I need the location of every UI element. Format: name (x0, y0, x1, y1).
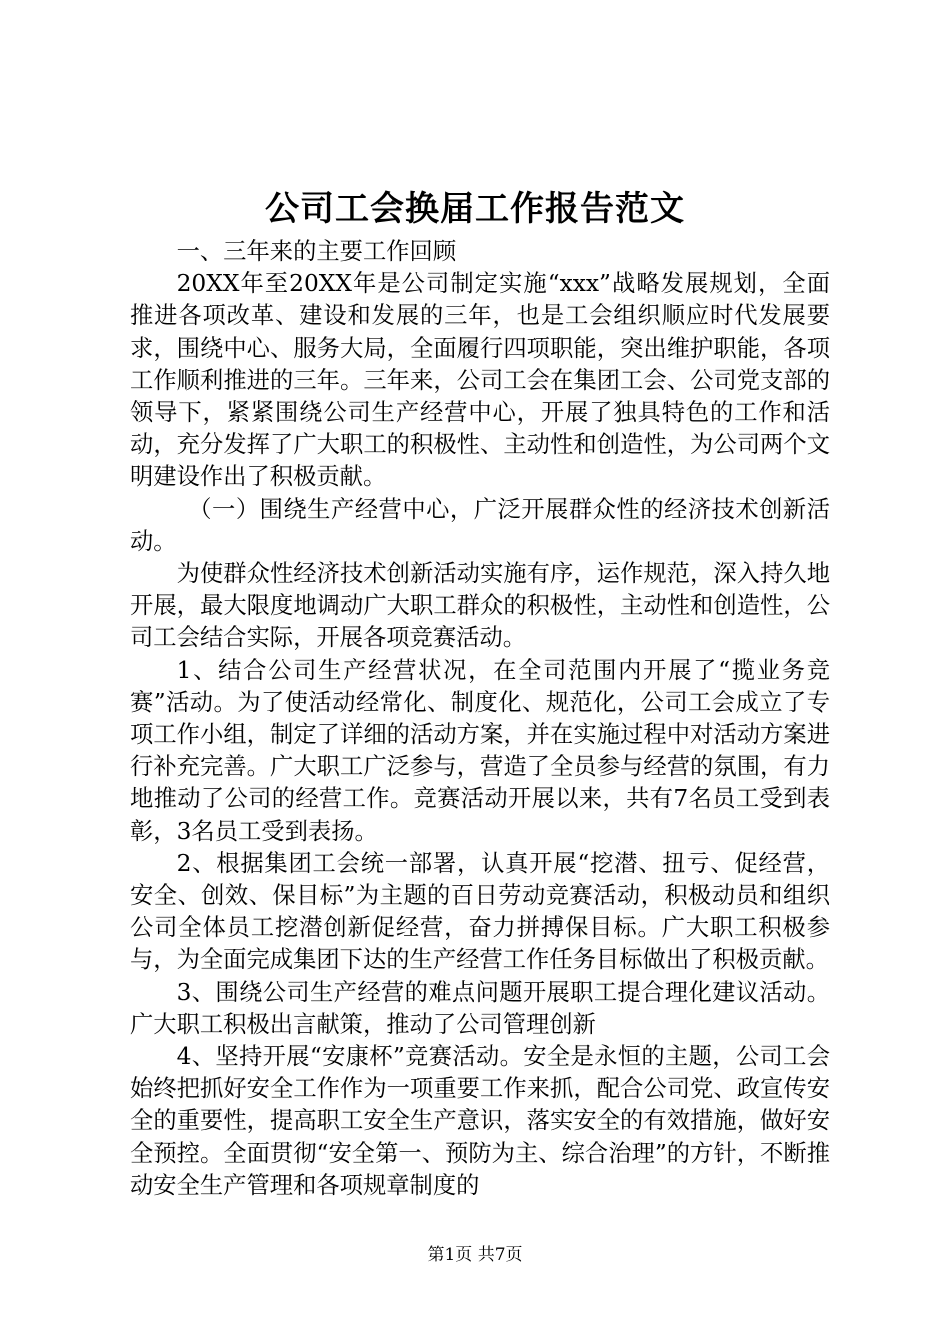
paragraph: 为使群众性经济技术创新活动实施有序，运作规范，深入持久地开展，最大限度地调动广大职工群众的积极性，主动性和创造性，公司工会结合实际，开展各项竞赛活动。 (130, 560, 830, 652)
paragraph: 2、根据集团工会统一部署，认真开展“挖潜、扭亏、促经营，安全、创效、保目标”为主题的百日劳动竞赛活动，积极动员和组织公司全体员工挖潜创新促经营，奋力拼搏保目标。广大职工积极参与，为全面完成集团下达的生产经营工作任务目标做出了积极贡献。 (130, 849, 830, 974)
paragraph: 20XX年至20XX年是公司制定实施“xxx”战略发展规划，全面推进各项改革、建设和发展的三年，也是工会组织顺应时代发展要求，围绕中心、服务大局，全面履行四项职能，突出维护职能，各项工作顺利推进的三年。三年来，公司工会在集团工会、公司党支部的领导下，紧紧围绕公司生产经营中心，开展了独具特色的工作和活动，充分发挥了广大职工的积极性、主动性和创造性，为公司两个文明建设作出了积极贡献。 (130, 270, 830, 491)
page-number-footer: 第1页 共7页 (427, 1245, 523, 1265)
paragraph: 3、围绕公司生产经营的难点问题开展职工提合理化建议活动。广大职工积极出言献策，推动了公司管理创新 (130, 978, 830, 1038)
section-heading: 一、三年来的主要工作回顾 (176, 238, 457, 265)
document-body (130, 236, 830, 1202)
paragraph: 1、结合公司生产经营状况，在全司范围内开展了“揽业务竞赛”活动。为了使活动经常化、制度化、规范化，公司工会成立了专项工作小组，制定了详细的活动方案，并在实施过程中对活动方案进行补充完善。广大职工广泛参与，营造了全员参与经营的氛围，有力地推动了公司的经营工作。竞赛活动开展以来，共有7名员工受到表彰，3名员工受到表扬。 (130, 656, 830, 845)
subsection-heading: （一）围绕生产经营中心，广泛开展群众性的经济技术创新活动。 (130, 495, 830, 555)
document-title: 公司工会换届工作报告范文 (265, 189, 685, 229)
paragraph: 4、坚持开展“安康杯”竞赛活动。安全是永恒的主题，公司工会始终把抓好安全工作作为一项重要工作来抓，配合公司党、政宣传安全的重要性，提高职工安全生产意识，落实安全的有效措施，做好安全预控。全面贯彻“安全第一、预防为主、综合治理”的方针，不断推动安全生产管理和各项规章制度的 (130, 1043, 830, 1199)
